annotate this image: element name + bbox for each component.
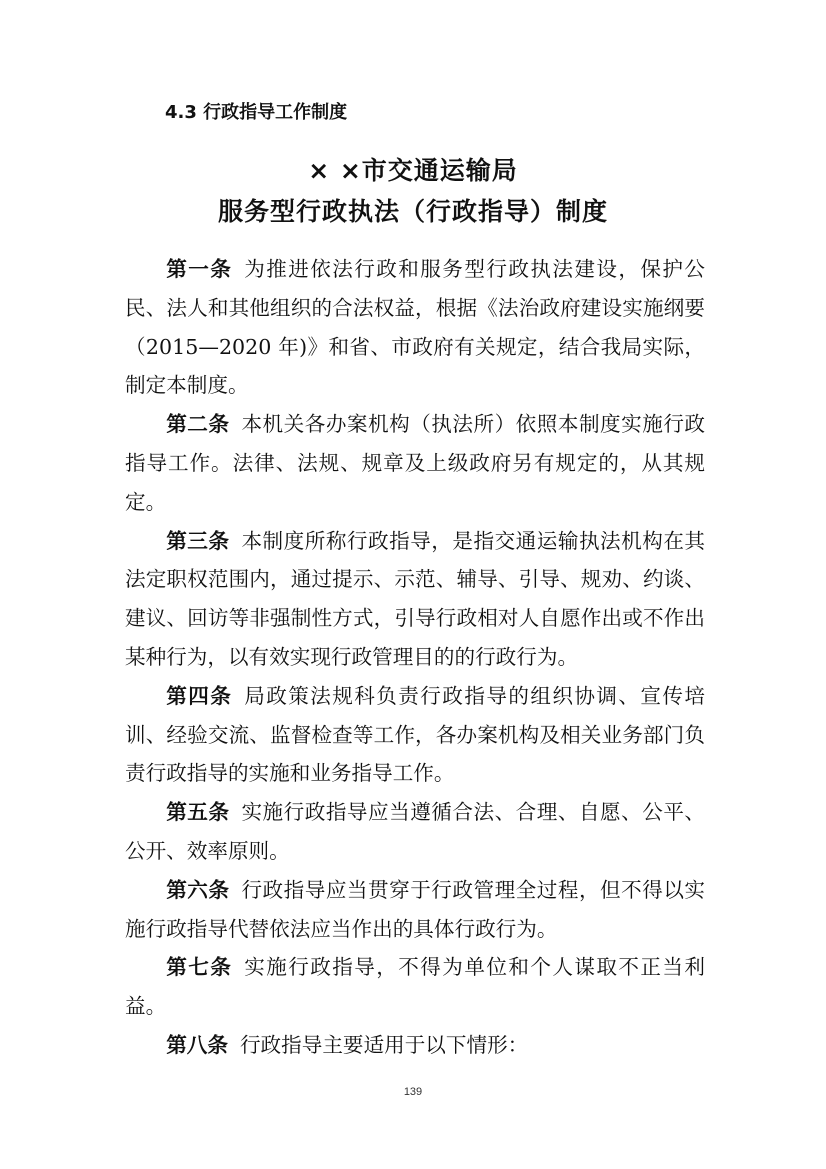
article-label: 第六条 xyxy=(166,877,230,902)
document-title-line-1: × ×市交通运输局 xyxy=(308,156,518,185)
article-text: 行政指导应当贯穿于行政管理全过程，但不得以实施行政指导代替依法应当作出的具体行政行为。 xyxy=(125,877,706,941)
article-text: 本制度所称行政指导，是指交通运输执法机构在其法定职权范围内，通过提示、示范、辅导、引导、规劝、约谈、建议、回访等非强制性方式，引导行政相对人自愿作出或不作出某种行为，以有效实现行政管理目的的行政行为。 xyxy=(125,528,706,669)
article-label: 第五条 xyxy=(166,800,230,825)
article-text: 局政策法规科负责行政指导的组织协调、宣传培训、经验交流、监督检查等工作，各办案机构及相关业务部门负责行政指导的实施和业务指导工作。 xyxy=(125,683,706,786)
section-heading: 4.3 行政指导工作制度 xyxy=(165,102,348,123)
article-5 xyxy=(125,793,705,871)
article-4 xyxy=(125,677,705,793)
article-label: 第四条 xyxy=(166,683,233,708)
article-text: 本机关各办案机构（执法所）依照本制度实施行政指导工作。法律、法规、规章及上级政府另有规定的，从其规定。 xyxy=(125,412,706,514)
article-label: 第二条 xyxy=(166,412,230,437)
article-text: 实施行政指导应当遵循合法、合理、自愿、公平、公开、效率原则。 xyxy=(125,800,706,863)
article-text: 实施行政指导，不得为单位和个人谋取不正当利益。 xyxy=(125,955,706,1019)
document-title-line-2: 服务型行政执法（行政指导）制度 xyxy=(217,197,608,226)
article-text: 行政指导主要适用于以下情形： xyxy=(239,1032,529,1057)
article-label: 第一条 xyxy=(166,257,233,281)
article-7 xyxy=(125,948,705,1026)
article-label: 第八条 xyxy=(166,1032,228,1057)
article-label: 第三条 xyxy=(166,528,230,553)
article-label: 第七条 xyxy=(166,955,233,980)
document-body xyxy=(125,250,705,1065)
article-2 xyxy=(125,405,705,521)
article-8 xyxy=(125,1026,705,1065)
article-6 xyxy=(125,871,705,949)
page-number: 139 xyxy=(403,1086,423,1098)
article-1 xyxy=(125,250,705,405)
article-text: 为推进依法行政和服务型行政执法建设，保护公民、法人和其他组织的合法权益，根据《法治政府建设实施纲要（2015—2020 年)》和省、市政府有关规定，结合我局实际，制定本制度。 xyxy=(125,257,706,398)
article-3 xyxy=(125,522,705,677)
